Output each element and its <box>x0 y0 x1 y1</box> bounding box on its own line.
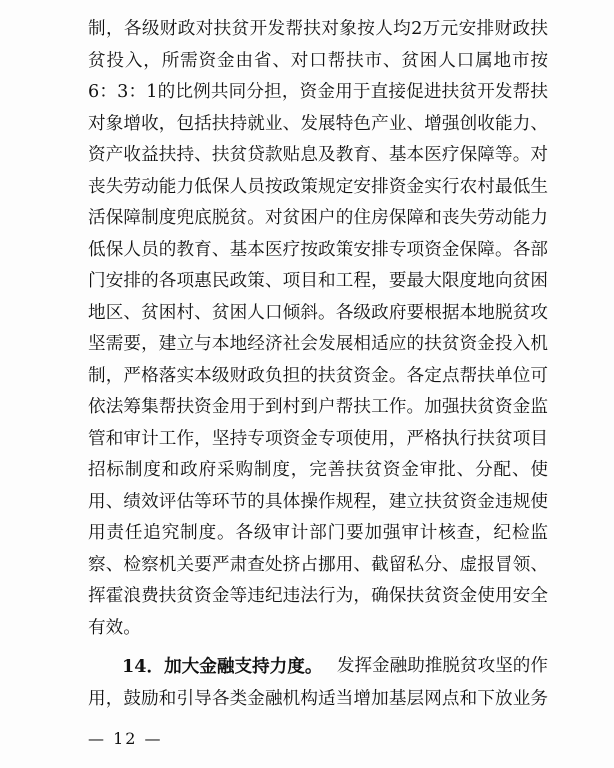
paragraph-line-1: 制，各级财政对扶贫开发帮扶对象按人均2万元安排财政扶 <box>88 19 548 39</box>
paragraph-line-13: 依法筹集帮扶资金用于到村到户帮扶工作。加强扶贫资金监 <box>88 397 548 417</box>
section-14-heading: 14．加大金融支持力度。 <box>122 656 323 677</box>
paragraph-line-9: 门安排的各项惠民政策、项目和工程，要最大限度地向贫困 <box>88 271 548 291</box>
page-number: — 12 — <box>88 729 163 748</box>
section-14-line-1-text: 发挥金融助推脱贫攻坚的作 <box>336 656 548 676</box>
paragraph-line-6: 丧失劳动能力低保人员按政策规定安排资金实行农村最低生 <box>88 176 548 197</box>
paragraph-line-18: 察、检察机关要严肃查处挤占挪用、截留私分、虚报冒领、 <box>88 554 548 575</box>
section-14-line-2: 用，鼓励和引导各类金融机构适当增加基层网点和下放业务 <box>88 689 548 709</box>
paragraph-line-16: 用、绩效评估等环节的具体操作规程，建立扶贫资金违规使 <box>88 491 548 512</box>
paragraph-line-5: 资产收益扶持、扶贫贷款贴息及教育、基本医疗保障等。对 <box>88 145 548 165</box>
paragraph-line-12: 制，严格落实本级财政负担的扶贫资金。各定点帮扶单位可 <box>88 365 548 386</box>
paragraph-line-17: 用责任追究制度。各级审计部门要加强审计核查，纪检监 <box>88 523 548 543</box>
paragraph-line-2: 贫投入，所需资金由省、对口帮扶市、贫困人口属地市按 <box>88 50 548 71</box>
paragraph-line-15: 招标制度和政府采购制度，完善扶贫资金审批、分配、使 <box>88 460 548 480</box>
paragraph-line-19: 挥霍浪费扶贫资金等违纪违法行为，确保扶贫资金使用安全 <box>88 586 548 606</box>
paragraph-line-7: 活保障制度兜底脱贫。对贫困户的住房保障和丧失劳动能力 <box>88 208 548 228</box>
paragraph-line-4: 对象增收，包括扶持就业、发展特色产业、增强创收能力、 <box>88 113 548 134</box>
paragraph-line-8: 低保人员的教育、基本医疗按政策安排专项资金保障。各部 <box>88 239 548 260</box>
paragraph-line-11: 坚需要，建立与本地经济社会发展相适应的扶贫资金投入机 <box>88 334 548 354</box>
paragraph-line-3: 6：3：1的比例共同分担，资金用于直接促进扶贫开发帮扶 <box>88 82 548 102</box>
paragraph-line-14: 管和审计工作，坚持专项资金专项使用，严格执行扶贫项目 <box>88 428 548 449</box>
paragraph-line-10: 地区、贫困村、贫困人口倾斜。各级政府要根据本地脱贫攻 <box>88 302 548 323</box>
paragraph-line-20: 有效。 <box>88 617 141 638</box>
section-14-line-1 <box>122 650 548 683</box>
